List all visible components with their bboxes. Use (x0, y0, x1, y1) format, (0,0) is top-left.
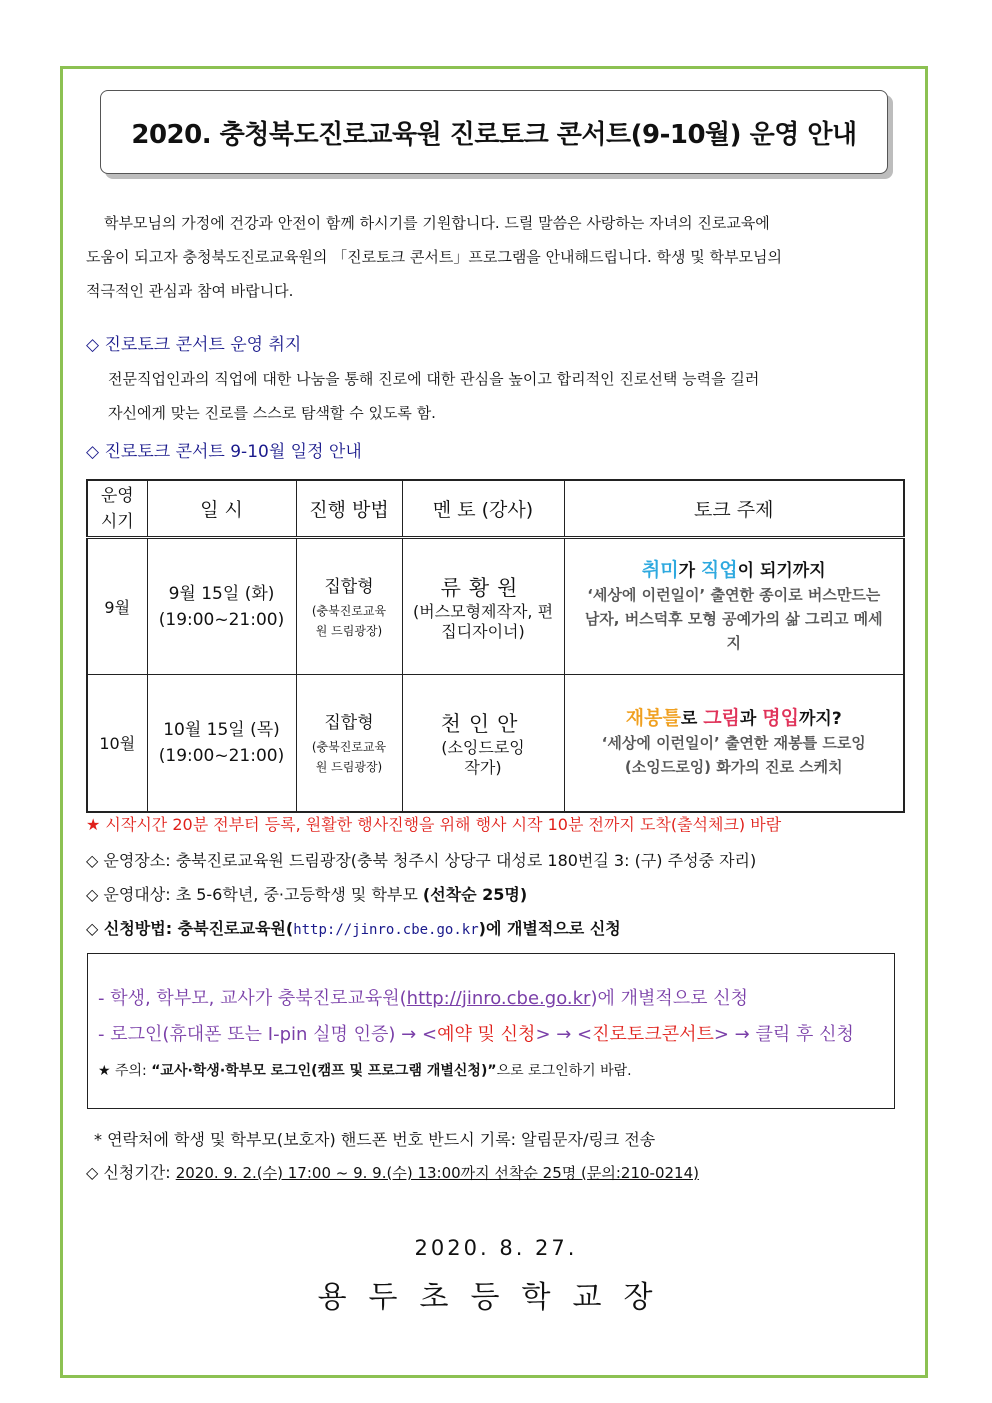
topic-particle: 까지? (798, 709, 842, 730)
purpose-line: 자신에게 맞는 진로를 스스로 탐색할 수 있도록 함. (108, 404, 436, 422)
note-end: 으로 로그인하기 바람. (496, 1063, 632, 1079)
apply-link[interactable]: http://jinro.cbe.go.kr (293, 922, 479, 938)
method-type: 집합형 (324, 712, 374, 733)
box-line-2-end: > → 클릭 후 신청 (713, 1024, 854, 1045)
mentor-name: 류황원 (440, 575, 526, 600)
schedule-table (86, 479, 905, 813)
intro-paragraph (86, 206, 906, 308)
target-limit: (선착순 25명) (422, 885, 528, 904)
cell-mentor (402, 538, 564, 675)
cell-period: 10월 (87, 675, 147, 812)
method-place: (충북진로교육원 드림광장) (311, 739, 387, 774)
topic-particle: 이 되기까지 (737, 561, 826, 581)
target-text: ◇ 운영대상: 초 5-6학년, 중·고등학생 및 학부모 (86, 885, 423, 904)
topic-body: ‘세상에 이런일이’ 출연한 종이로 버스만드는 남자, 버스덕후 모형 공예가의 삶 그리고 메세지 (584, 586, 883, 652)
cell-mentor (402, 675, 564, 812)
arrival-warning: ★ 시작시간 20분 전부터 등록, 원활한 행사진행을 위해 행사 시작 10분 전까지 도착(출석체크) 바람 (86, 815, 782, 834)
apply-text: ◇ 신청방법: 충북진로교육원( (86, 919, 294, 938)
note-bold: “교사·학생·학부모 로그인(캠프 및 프로그램 개별신청)” (151, 1063, 497, 1079)
header-topic: 토크 주제 (564, 480, 904, 538)
section-heading-purpose: ◇ 진로토크 콘서트 운영 취지 (86, 335, 302, 355)
cell-period: 9월 (87, 538, 147, 675)
topic-word-drawing: 그림 (703, 707, 740, 730)
venue-info: ◇ 운영장소: 충북진로교육원 드림광장(충북 청주시 상당구 대성로 180번길 3: (구) 주성중 자리) (86, 851, 757, 870)
header-mentor: 멘 토 (강사) (402, 480, 564, 538)
cell-date: 9월 15일 (화) (168, 583, 275, 604)
page-title: 2020. 충청북도진로교육원 진로토크 콘서트(9-10월) 운영 안내 (131, 119, 857, 150)
topic-body: ‘세상에 이런일이’ 출연한 재봉틀 드로잉(소잉드로잉) 화가의 진로 스케치 (601, 734, 866, 777)
intro-line: 학부모님의 가정에 건강과 안전이 함께 하시기를 기원합니다. 드릴 말씀은 사랑하는 자녀의 진로교육에 (104, 214, 770, 232)
box-line-1-text: - 학생, 학부모, 교사가 충북진로교육원( (98, 988, 407, 1009)
box-line-2-text: - 로그인(휴대폰 또는 I-pin 실명 인증) → < (98, 1024, 438, 1045)
document-date: 2020. 8. 27. (414, 1236, 578, 1260)
period-label: ◇ 신청기간: (86, 1163, 176, 1182)
topic-word-hobby: 취미 (641, 559, 679, 581)
section-heading-schedule: ◇ 진로토크 콘서트 9-10월 일정 안내 (86, 442, 362, 462)
topic-headline (579, 558, 890, 583)
apply-text-end: )에 개별적으로 신청 (478, 919, 621, 938)
table-row (87, 538, 904, 675)
box-line-1-end: )에 개별적으로 신청 (590, 988, 749, 1009)
purpose-line: 전문직업인과의 직업에 대한 나눔을 통해 진로에 대한 관심을 높이고 합리적인 진로선택 능력을 길러 (108, 370, 760, 388)
topic-word-sewing: 재봉틀 (625, 707, 681, 730)
box-line-2 (98, 1020, 854, 1046)
title-box (100, 90, 888, 174)
apply-method (86, 916, 621, 939)
box-note (98, 1060, 632, 1080)
cell-topic (564, 675, 904, 812)
cell-time: (19:00~21:00) (158, 745, 285, 766)
box-line-1 (98, 984, 748, 1010)
cell-datetime (147, 538, 296, 675)
school-principal: 용두초등학교장 (317, 1280, 675, 1315)
contact-note: * 연락처에 학생 및 학부모(보호자) 핸드폰 번호 반드시 기록: 알림문자/링크 전송 (94, 1130, 656, 1149)
note-text: ★ 주의: (98, 1063, 152, 1079)
header-method: 진행 방법 (296, 480, 402, 538)
menu-talk-concert: 진로토크콘서트 (592, 1024, 714, 1045)
mentor-desc: (소잉드로잉 작가) (441, 737, 525, 777)
intro-line: 적극적인 관심과 참여 바랍니다. (86, 282, 294, 300)
application-box (87, 953, 895, 1109)
method-type: 집합형 (324, 576, 374, 597)
topic-particle: 과 (739, 709, 763, 730)
cell-time: (19:00~21:00) (158, 609, 285, 630)
header-period: 운영 시기 (87, 480, 147, 538)
topic-particle: 가 (678, 561, 701, 581)
method-place: (충북진로교육원 드림광장) (311, 603, 387, 638)
cell-method (296, 675, 402, 812)
topic-headline (595, 706, 874, 731)
topic-word-job: 직업 (700, 559, 738, 581)
application-period (86, 1160, 699, 1183)
cell-datetime (147, 675, 296, 812)
target-info (86, 882, 527, 905)
cell-date: 10월 15일 (목) (163, 719, 280, 740)
cell-topic (564, 538, 904, 675)
mentor-desc: (버스모형제작자, 편집디자이너) (412, 601, 554, 641)
intro-line: 도움이 되고자 충청북도진로교육원의 「진로토크 콘서트」프로그램을 안내해드립니다. 학생 및 학부모님의 (86, 248, 782, 266)
topic-particle: 로 (680, 709, 704, 730)
mentor-name: 천인안 (440, 711, 526, 736)
cell-method (296, 538, 402, 675)
topic-word-fame: 명입 (762, 707, 799, 730)
table-row (87, 675, 904, 812)
period-value: 2020. 9. 2.(수) 17:00 ~ 9. 9.(수) 13:00까지 선착순 25명 (문의:210-0214) (175, 1164, 699, 1182)
table-header-row (87, 480, 904, 538)
header-date: 일 시 (147, 480, 296, 538)
menu-reserve: 예약 및 신청 (437, 1024, 536, 1045)
box-link[interactable]: http://jinro.cbe.go.kr (406, 988, 591, 1009)
box-line-2-arrow: > → < (535, 1024, 593, 1045)
